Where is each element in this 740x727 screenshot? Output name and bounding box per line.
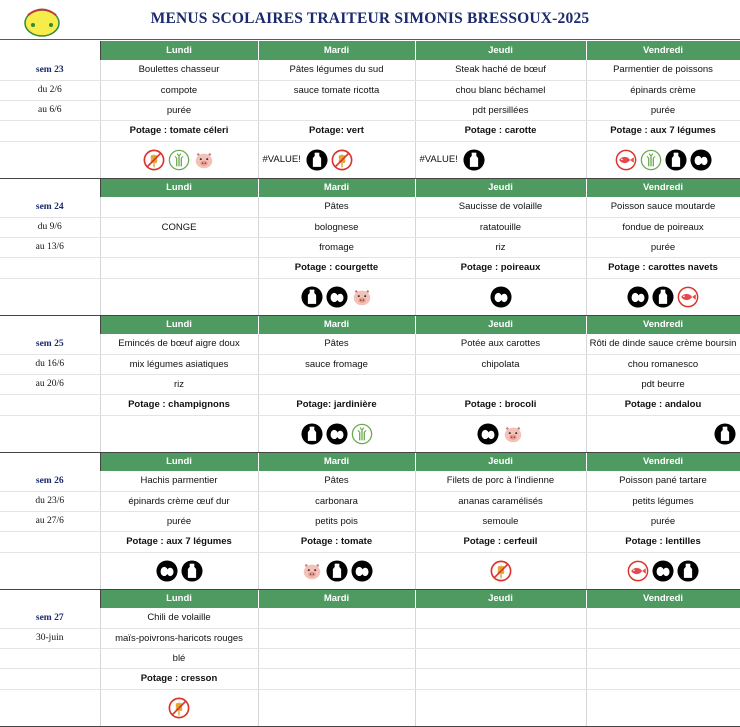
allergen-row — [0, 552, 740, 589]
allergen-cell — [258, 415, 415, 452]
dish-cell: fondue de poireaux — [586, 217, 740, 237]
potage-cell — [415, 668, 586, 689]
dish-cell: Potée aux carottes — [415, 334, 586, 354]
dish-cell: purée — [586, 237, 740, 257]
potage-cell: Potage : courgette — [258, 257, 415, 278]
milk-icon — [301, 423, 323, 445]
week-header-row — [0, 589, 740, 608]
pork-icon — [502, 423, 524, 445]
week-label-empty — [0, 394, 100, 415]
menu-row — [0, 217, 740, 237]
dish-cell: Steak haché de bœuf — [415, 60, 586, 80]
no-gluten-icon — [331, 149, 353, 171]
dish-cell: Rôti de dinde sauce crème boursin — [586, 334, 740, 354]
potage-cell: Potage : poireaux — [415, 257, 586, 278]
dish-cell: Pâtes — [258, 334, 415, 354]
allergen-icons — [416, 423, 586, 445]
menu-row — [0, 80, 740, 100]
allergen-cell — [100, 415, 258, 452]
potage-row — [0, 531, 740, 552]
dish-cell: sauce fromage — [258, 354, 415, 374]
celery-icon — [351, 423, 373, 445]
allergen-icons — [259, 149, 415, 171]
menu-row — [0, 374, 740, 394]
dish-cell — [258, 628, 415, 648]
week-date: du 9/6 — [0, 217, 100, 237]
week-header-row — [0, 178, 740, 197]
pork-icon — [301, 560, 323, 582]
allergen-icons — [416, 560, 586, 582]
fish-icon — [677, 286, 699, 308]
dish-cell: bolognese — [258, 217, 415, 237]
dish-cell: riz — [415, 237, 586, 257]
dish-cell: Hachis parmentier — [100, 471, 258, 491]
dish-cell: Filets de porc à l'indienne — [415, 471, 586, 491]
week-number: sem 23 — [0, 60, 100, 80]
potage-cell: Potage : tomate céleri — [100, 120, 258, 141]
allergen-cell — [586, 278, 740, 315]
dish-cell: semoule — [415, 511, 586, 531]
day-header-vendredi: Vendredi — [586, 452, 740, 471]
menu-row — [0, 334, 740, 354]
allergen-icons — [587, 149, 740, 171]
week-label-spacer — [0, 552, 100, 589]
potage-cell: Potage : cerfeuil — [415, 531, 586, 552]
week-number: sem 27 — [0, 608, 100, 628]
day-header-mardi: Mardi — [258, 315, 415, 334]
allergen-icons — [101, 149, 258, 171]
potage-row — [0, 394, 740, 415]
menu-row — [0, 237, 740, 257]
allergen-cell — [258, 689, 415, 726]
allergen-cell — [100, 689, 258, 726]
milk-icon — [677, 560, 699, 582]
day-header-lundi: Lundi — [100, 589, 258, 608]
week-number: sem 25 — [0, 334, 100, 354]
day-header-vendredi: Vendredi — [586, 315, 740, 334]
allergen-icons — [587, 560, 740, 582]
dish-cell — [586, 648, 740, 668]
potage-cell — [100, 257, 258, 278]
celery-icon — [640, 149, 662, 171]
potage-cell: Potage : cresson — [100, 668, 258, 689]
dish-cell: Boulettes chasseur — [100, 60, 258, 80]
dish-cell: purée — [586, 511, 740, 531]
menu-row — [0, 471, 740, 491]
egg-icon — [652, 560, 674, 582]
allergen-icons — [416, 149, 586, 171]
dish-cell: purée — [586, 100, 740, 120]
menu-row — [0, 354, 740, 374]
allergen-icons — [101, 697, 258, 719]
allergen-icons — [259, 560, 415, 582]
day-header-lundi: Lundi — [100, 315, 258, 334]
allergen-cell — [586, 141, 740, 178]
dish-cell: Emincés de bœuf aigre doux — [100, 334, 258, 354]
milk-icon — [306, 149, 328, 171]
day-header-jeudi: Jeudi — [415, 589, 586, 608]
menu-row — [0, 60, 740, 80]
day-header-lundi: Lundi — [100, 178, 258, 197]
dish-cell: chou romanesco — [586, 354, 740, 374]
menu-row — [0, 648, 740, 668]
day-header-mardi: Mardi — [258, 41, 415, 60]
week-header-row — [0, 315, 740, 334]
week-date: au 13/6 — [0, 237, 100, 257]
dish-cell — [415, 648, 586, 668]
dish-cell — [586, 608, 740, 628]
milk-icon — [463, 149, 485, 171]
potage-cell: Potage : carotte — [415, 120, 586, 141]
dish-cell — [258, 374, 415, 394]
dish-cell: pdt beurre — [586, 374, 740, 394]
dish-cell: ananas caramélisés — [415, 491, 586, 511]
day-header-mardi: Mardi — [258, 452, 415, 471]
day-header-jeudi: Jeudi — [415, 41, 586, 60]
potage-row — [0, 668, 740, 689]
milk-icon — [714, 423, 736, 445]
dish-cell: blé — [100, 648, 258, 668]
week-date — [0, 648, 100, 668]
dish-cell: Parmentier de poissons — [586, 60, 740, 80]
allergen-cell — [415, 689, 586, 726]
dish-cell: épinards crème — [586, 80, 740, 100]
error-value: #VALUE! — [262, 154, 301, 165]
dish-cell: Pâtes — [258, 471, 415, 491]
allergen-icons — [259, 286, 415, 308]
dish-cell: Pâtes — [258, 197, 415, 217]
allergen-cell — [415, 552, 586, 589]
allergen-row — [0, 278, 740, 315]
dish-cell — [415, 374, 586, 394]
egg-icon — [690, 149, 712, 171]
week-label-spacer — [0, 689, 100, 726]
menu-row — [0, 491, 740, 511]
allergen-cell — [100, 278, 258, 315]
week-date: du 2/6 — [0, 80, 100, 100]
allergen-cell — [258, 141, 415, 178]
allergen-cell — [100, 141, 258, 178]
dish-cell: ratatouille — [415, 217, 586, 237]
milk-icon — [652, 286, 674, 308]
page-title: MENUS SCOLAIRES TRAITEUR SIMONIS BRESSOUX-2025 — [150, 10, 590, 27]
dish-cell: maïs-poivrons-haricots rouges — [100, 628, 258, 648]
egg-icon — [477, 423, 499, 445]
dish-cell: CONGE — [100, 217, 258, 237]
allergen-row — [0, 689, 740, 726]
dish-cell: sauce tomate ricotta — [258, 80, 415, 100]
menu-row — [0, 511, 740, 531]
dish-cell: riz — [100, 374, 258, 394]
week-header-blank — [0, 41, 100, 60]
dish-cell: Saucisse de volaille — [415, 197, 586, 217]
dish-cell — [258, 100, 415, 120]
allergen-cell — [586, 689, 740, 726]
error-value: #VALUE! — [419, 154, 458, 165]
allergen-cell — [415, 141, 586, 178]
week-date: du 23/6 — [0, 491, 100, 511]
potage-cell — [586, 668, 740, 689]
fish-icon — [627, 560, 649, 582]
allergen-cell — [415, 415, 586, 452]
dish-cell: chipolata — [415, 354, 586, 374]
dish-cell — [100, 197, 258, 217]
day-header-vendredi: Vendredi — [586, 589, 740, 608]
day-header-lundi: Lundi — [100, 41, 258, 60]
dish-cell: fromage — [258, 237, 415, 257]
dish-cell: purée — [100, 100, 258, 120]
week-date: 30-juin — [0, 628, 100, 648]
potage-cell: Potage : aux 7 légumes — [586, 120, 740, 141]
week-header-row — [0, 452, 740, 471]
menu-table — [0, 41, 740, 727]
potage-row — [0, 257, 740, 278]
allergen-cell — [258, 552, 415, 589]
milk-icon — [181, 560, 203, 582]
week-header-blank — [0, 315, 100, 334]
potage-cell: Potage : lentilles — [586, 531, 740, 552]
dish-cell: Pâtes légumes du sud — [258, 60, 415, 80]
week-label-empty — [0, 668, 100, 689]
day-header-mardi: Mardi — [258, 589, 415, 608]
pork-icon — [193, 149, 215, 171]
day-header-jeudi: Jeudi — [415, 178, 586, 197]
dish-cell: petits pois — [258, 511, 415, 531]
allergen-icons — [101, 560, 258, 582]
potage-cell: Potage : carottes navets — [586, 257, 740, 278]
dish-cell — [100, 237, 258, 257]
title-divider — [0, 39, 740, 40]
allergen-icons — [587, 286, 740, 308]
day-header-vendredi: Vendredi — [586, 41, 740, 60]
day-header-mardi: Mardi — [258, 178, 415, 197]
no-gluten-icon — [168, 697, 190, 719]
menu-row — [0, 628, 740, 648]
fish-icon — [615, 149, 637, 171]
day-header-vendredi: Vendredi — [586, 178, 740, 197]
egg-icon — [490, 286, 512, 308]
dish-cell — [258, 608, 415, 628]
potage-cell: Potage : aux 7 légumes — [100, 531, 258, 552]
dish-cell: compote — [100, 80, 258, 100]
no-gluten-icon — [490, 560, 512, 582]
dish-cell: mix légumes asiatiques — [100, 354, 258, 374]
week-label-spacer — [0, 141, 100, 178]
week-date: au 20/6 — [0, 374, 100, 394]
potage-cell: Potage: jardinière — [258, 394, 415, 415]
dish-cell: Chili de volaille — [100, 608, 258, 628]
week-label-empty — [0, 257, 100, 278]
dish-cell: chou blanc béchamel — [415, 80, 586, 100]
menu-row — [0, 100, 740, 120]
week-label-empty — [0, 120, 100, 141]
week-date: au 27/6 — [0, 511, 100, 531]
celery-icon — [168, 149, 190, 171]
no-gluten-icon — [143, 149, 165, 171]
egg-icon — [156, 560, 178, 582]
allergen-icons — [259, 423, 415, 445]
dish-cell: carbonara — [258, 491, 415, 511]
egg-icon — [326, 286, 348, 308]
week-header-row — [0, 41, 740, 60]
menu-row — [0, 197, 740, 217]
allergen-row — [0, 415, 740, 452]
dish-cell: épinards crème œuf dur — [100, 491, 258, 511]
dish-cell: Poisson sauce moutarde — [586, 197, 740, 217]
allergen-cell — [258, 278, 415, 315]
milk-icon — [665, 149, 687, 171]
week-label-empty — [0, 531, 100, 552]
potage-cell: Potage: vert — [258, 120, 415, 141]
allergen-icons — [416, 286, 586, 308]
day-header-jeudi: Jeudi — [415, 315, 586, 334]
potage-cell: Potage : tomate — [258, 531, 415, 552]
week-number: sem 24 — [0, 197, 100, 217]
dish-cell: pdt persillées — [415, 100, 586, 120]
potage-cell — [258, 668, 415, 689]
dish-cell: purée — [100, 511, 258, 531]
week-header-blank — [0, 178, 100, 197]
milk-icon — [326, 560, 348, 582]
potage-cell: Potage : champignons — [100, 394, 258, 415]
allergen-icons — [587, 423, 740, 445]
menu-row — [0, 608, 740, 628]
week-number: sem 26 — [0, 471, 100, 491]
week-header-blank — [0, 452, 100, 471]
egg-icon — [351, 560, 373, 582]
allergen-row — [0, 141, 740, 178]
allergen-cell — [415, 278, 586, 315]
week-label-spacer — [0, 278, 100, 315]
dish-cell — [415, 628, 586, 648]
allergen-cell — [586, 552, 740, 589]
week-header-blank — [0, 589, 100, 608]
day-header-lundi: Lundi — [100, 452, 258, 471]
potage-cell: Potage : brocoli — [415, 394, 586, 415]
milk-icon — [301, 286, 323, 308]
allergen-cell — [586, 415, 740, 452]
dish-cell: petits légumes — [586, 491, 740, 511]
dish-cell — [415, 608, 586, 628]
dish-cell — [258, 648, 415, 668]
allergen-cell — [100, 552, 258, 589]
egg-icon — [627, 286, 649, 308]
week-date: au 6/6 — [0, 100, 100, 120]
potage-cell: Potage : andalou — [586, 394, 740, 415]
pork-icon — [351, 286, 373, 308]
dish-cell: Poisson pané tartare — [586, 471, 740, 491]
week-date: du 16/6 — [0, 354, 100, 374]
egg-icon — [326, 423, 348, 445]
dish-cell — [586, 628, 740, 648]
week-label-spacer — [0, 415, 100, 452]
potage-row — [0, 120, 740, 141]
day-header-jeudi: Jeudi — [415, 452, 586, 471]
